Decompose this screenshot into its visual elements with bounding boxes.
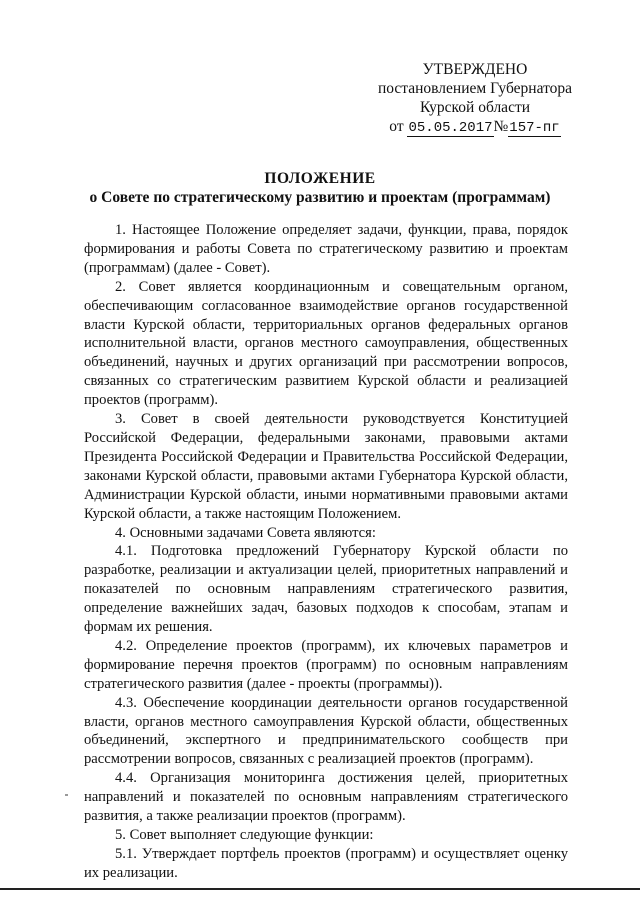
number-prefix: №: [493, 118, 509, 135]
paragraph-4-2: 4.2. Определение проектов (программ), их ключевых параметров и формирование перечня проектов (программ) по основным направлениям стратегического развития (далее - проекты (программы)).: [84, 637, 568, 692]
paragraph-3: 3. Совет в своей деятельности руководствуется Конституцией Российской Федерации, федеральными законами, правовыми актами Президента Российской Федерации и Правительства Российской Федерации, законами Курской области, правовыми актами Губернатора Курской области, Администрации Курской области, иными нормативными правовыми актами Курской области, а также настоящим Положением.: [84, 411, 568, 522]
paragraph-2: 2. Совет является координационным и совещательным органом, обеспечивающим согласованное взаимодействие органов государственной власти Курской области, территориальных органов федеральных органов исполнительной власти, органов местного самоуправления, общественных объединений, научных и других организаций при рассмотрении вопросов, связанных со стратегическим развитием Курской области и реализацией проектов (программ).: [84, 278, 568, 409]
document-title: [60, 169, 580, 207]
paragraph-1: 1. Настоящее Положение определяет задачи, функции, права, порядок формирования и работы Совета по стратегическому развитию и проектам (программам) (далее - Совет).: [84, 222, 568, 276]
page-bottom-rule: [0, 888, 640, 890]
approval-date-line: [352, 117, 598, 138]
paragraph-4-3: 4.3. Обеспечение координации деятельности органов государственной власти, органов местного самоуправления Курской области, общественных объединений, экспертного и предпринимательского сообществ при рассмотрении вопросов, связанных с реализацией проектов (программ).: [84, 694, 568, 768]
document-body: [84, 221, 568, 883]
approval-date: 05.05.2017: [408, 120, 493, 136]
paragraph-5: 5. Совет выполняет следующие функции:: [115, 827, 374, 843]
title-main: ПОЛОЖЕНИЕ: [264, 170, 376, 187]
paragraph-4-1: 4.1. Подготовка предложений Губернатору Курской области по разработке, реализации и актуализации целей, приоритетных направлений и показателей по основным направлениям стратегического развития, определение важнейших задач, базовых подходов к способам, этапам и формам их решения.: [84, 543, 568, 636]
paragraph-4: 4. Основными задачами Совета являются:: [115, 524, 376, 541]
scan-mark: [65, 794, 68, 796]
date-prefix: от: [389, 118, 404, 135]
approval-heading: УТВЕРЖДЕНО: [422, 61, 528, 78]
approval-line-2: Курской области: [419, 99, 531, 116]
approval-stamp: [352, 60, 598, 138]
approval-line-1: постановлением Губернатора: [377, 80, 573, 97]
approval-number: 157-пг: [509, 120, 560, 136]
paragraph-5-1: 5.1. Утверждает портфель проектов (программ) и осуществляет оценку их реализации.: [84, 845, 568, 881]
paragraph-4-4: 4.4. Организация мониторинга достижения целей, приоритетных направлений и показателей по основным направлениям стратегического развития, а также реализации проектов (программ).: [84, 770, 568, 825]
title-subtitle: о Совете по стратегическому развитию и проектам (программам): [89, 189, 551, 206]
